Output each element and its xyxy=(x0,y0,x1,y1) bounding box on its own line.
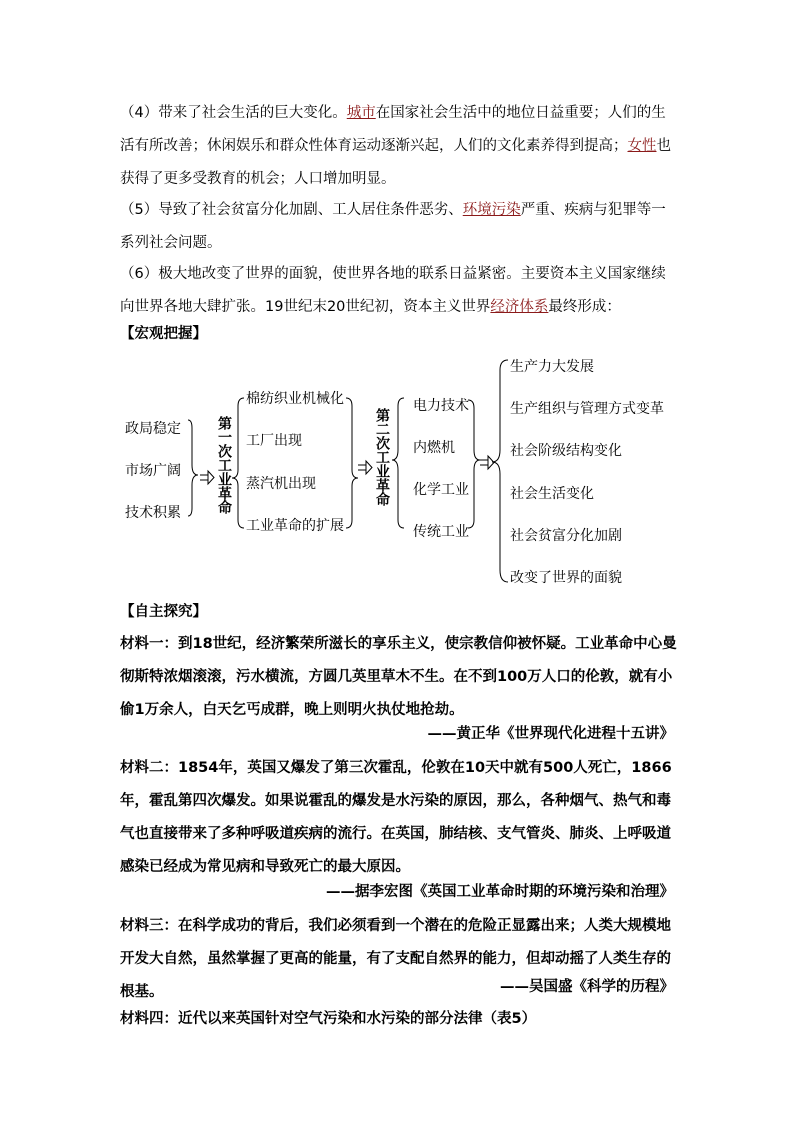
second-item-chemical: 化学工业 xyxy=(413,482,469,498)
result-productivity: 生产力大发展 xyxy=(510,359,594,375)
para6-text-end: 最终形成： xyxy=(548,299,621,315)
material-2-text: 材料二：1854年，英国又爆发了第三次霍乱，伦敦在10天中就有500人死亡，1866年，霍乱第四次爆发。如果说霍乱的爆发是水污染的原因，那么，各种烟气、热气和毒气也直接带来了多种呼吸道疾病的流行。在英国，肺结核、支气管炎、肺炎、上呼吸道感染已经成为常见病和导致死亡的最大原因。 xyxy=(120,760,672,875)
link-city[interactable]: 城市 xyxy=(346,105,376,121)
para5-text-end: 严重、疾病与犯罪等一系列社会问题。 xyxy=(120,202,666,251)
result-world-change: 改变了世界的面貌 xyxy=(510,570,622,586)
condition-political-stability: 政局稳定 xyxy=(125,421,181,437)
material-3-source: ——吴国盛《科学的历程》 xyxy=(500,979,674,995)
condition-tech-accumulation: 技术积累 xyxy=(125,505,181,521)
paragraph-4 xyxy=(120,97,680,196)
industrial-revolution-diagram xyxy=(120,350,680,595)
second-item-electric: 电力技术 xyxy=(413,398,469,414)
first-item-expansion: 工业革命的扩展 xyxy=(246,518,344,534)
first-item-factory: 工厂出现 xyxy=(246,433,302,449)
para4-text-end: 也获得了更多受教育的机会；人口增加明显。 xyxy=(120,138,671,187)
link-women[interactable]: 女性 xyxy=(627,138,657,154)
material-3-text: 材料三：在科学成功的背后，我们必须看到一个潜在的危险正显露出来；人类大规模地开发大自然，虽然掌握了更高的能量，有了支配自然界的能力，但却动摇了人类生存的根基。 xyxy=(120,918,671,1000)
material-1-source: ——黄正华《世界现代化进程十五讲》 xyxy=(427,726,674,742)
material-2-source: ——据李宏图《英国工业革命时期的环境污染和治理》 xyxy=(326,884,674,900)
para4-text-mid: 在国家社会生活中的地位日益重要；人们的生活有所改善；休闲娱乐和群众性体育运动逐渐兴起，人们的文化素养得到提高； xyxy=(120,105,666,154)
material-1-text: 材料一：到18世纪，经济繁荣所滋长的享乐主义，使宗教信仰被怀疑。工业革命中心曼彻斯特浓烟滚滚，污水横流，方圆几英里草木不生。在不到100万人口的伦敦，就有小偷1万余人，白天乞丐成群，晚上则明火执仗地抢劫。 xyxy=(120,636,677,718)
section-heading-explore: 【自主探究】 xyxy=(120,604,207,620)
first-item-textile: 棉纺织业机械化 xyxy=(246,391,344,407)
second-item-traditional: 传统工业 xyxy=(413,524,469,540)
result-management: 生产组织与管理方式变革 xyxy=(510,401,664,417)
second-item-engine: 内燃机 xyxy=(413,440,455,456)
result-class-structure: 社会阶级结构变化 xyxy=(510,443,622,459)
diagram-lines xyxy=(120,350,680,595)
para6-text: （6）极大地改变了世界的面貌，使世界各地的联系日益紧密。主要资本主义国家继续向世界各地大肆扩张。19世纪末20世纪初，资本主义世界 xyxy=(120,266,666,315)
paragraph-6 xyxy=(120,258,680,324)
para4-text: （4）带来了社会生活的巨大变化。 xyxy=(120,105,347,121)
section-heading-macro: 【宏观把握】 xyxy=(120,326,207,342)
result-wealth-gap: 社会贫富分化加剧 xyxy=(510,528,622,544)
first-item-steam-engine: 蒸汽机出现 xyxy=(246,476,316,492)
condition-broad-market: 市场广阔 xyxy=(125,463,181,479)
link-economic-system[interactable]: 经济体系 xyxy=(490,299,549,315)
second-industrial-revolution-label: 第二次工业革命 xyxy=(374,408,390,506)
link-environment-pollution[interactable]: 环境污染 xyxy=(462,202,521,218)
material-4-text: 材料四：近代以来英国针对空气污染和水污染的部分法律（表5） xyxy=(120,1011,537,1027)
para5-text: （5）导致了社会贫富分化加剧、工人居住条件恶劣、 xyxy=(120,202,463,218)
result-social-life: 社会生活变化 xyxy=(510,486,594,502)
paragraph-5 xyxy=(120,194,680,260)
first-industrial-revolution-label: 第一次工业革命 xyxy=(216,416,232,514)
